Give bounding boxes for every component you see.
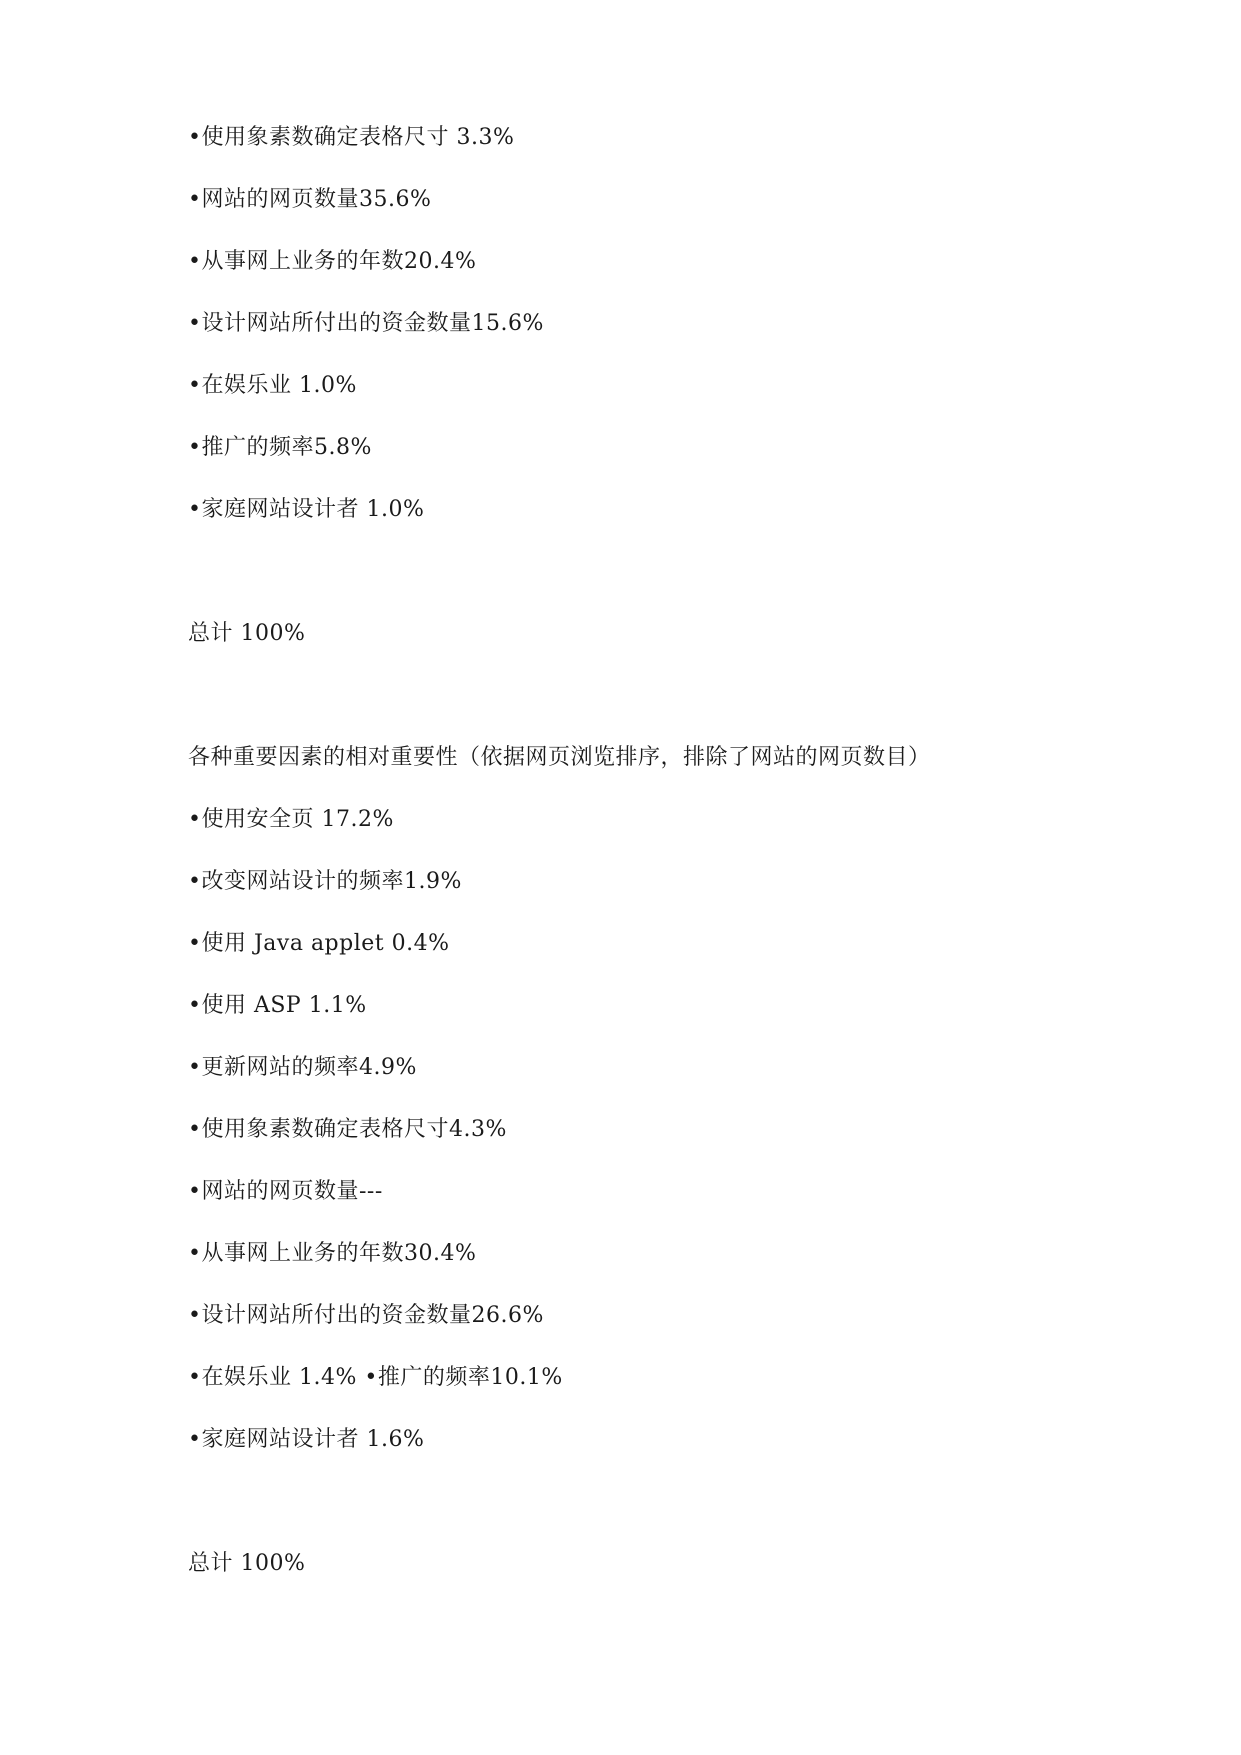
list-item: •设计网站所付出的资金数量15.6%	[188, 311, 544, 336]
list-item: •使用象素数确定表格尺寸4.3%	[188, 1117, 507, 1142]
section-heading: 各种重要因素的相对重要性（依据网页浏览排序，排除了网站的网页数目）	[188, 745, 931, 770]
list-item: •从事网上业务的年数20.4%	[188, 249, 477, 274]
list-item: •在娱乐业 1.4% •推广的频率10.1%	[188, 1365, 563, 1390]
list-item: •家庭网站设计者 1.0%	[188, 497, 425, 522]
list-item: •使用安全页 17.2%	[188, 807, 394, 832]
list-item: •推广的频率5.8%	[188, 435, 372, 460]
list-item: •更新网站的频率4.9%	[188, 1055, 417, 1080]
total-line: 总计 100%	[188, 621, 306, 646]
list-item: •家庭网站设计者 1.6%	[188, 1427, 425, 1452]
list-item: •网站的网页数量---	[188, 1179, 383, 1204]
list-item: •使用 Java applet 0.4%	[188, 931, 450, 956]
list-item: •使用 ASP 1.1%	[188, 993, 367, 1018]
list-item: •网站的网页数量35.6%	[188, 187, 432, 212]
list-item: •改变网站设计的频率1.9%	[188, 869, 462, 894]
total-line: 总计 100%	[188, 1551, 306, 1576]
list-item: •设计网站所付出的资金数量26.6%	[188, 1303, 544, 1328]
list-item: •在娱乐业 1.0%	[188, 373, 357, 398]
list-item: •从事网上业务的年数30.4%	[188, 1241, 477, 1266]
list-item: •使用象素数确定表格尺寸 3.3%	[188, 125, 515, 150]
